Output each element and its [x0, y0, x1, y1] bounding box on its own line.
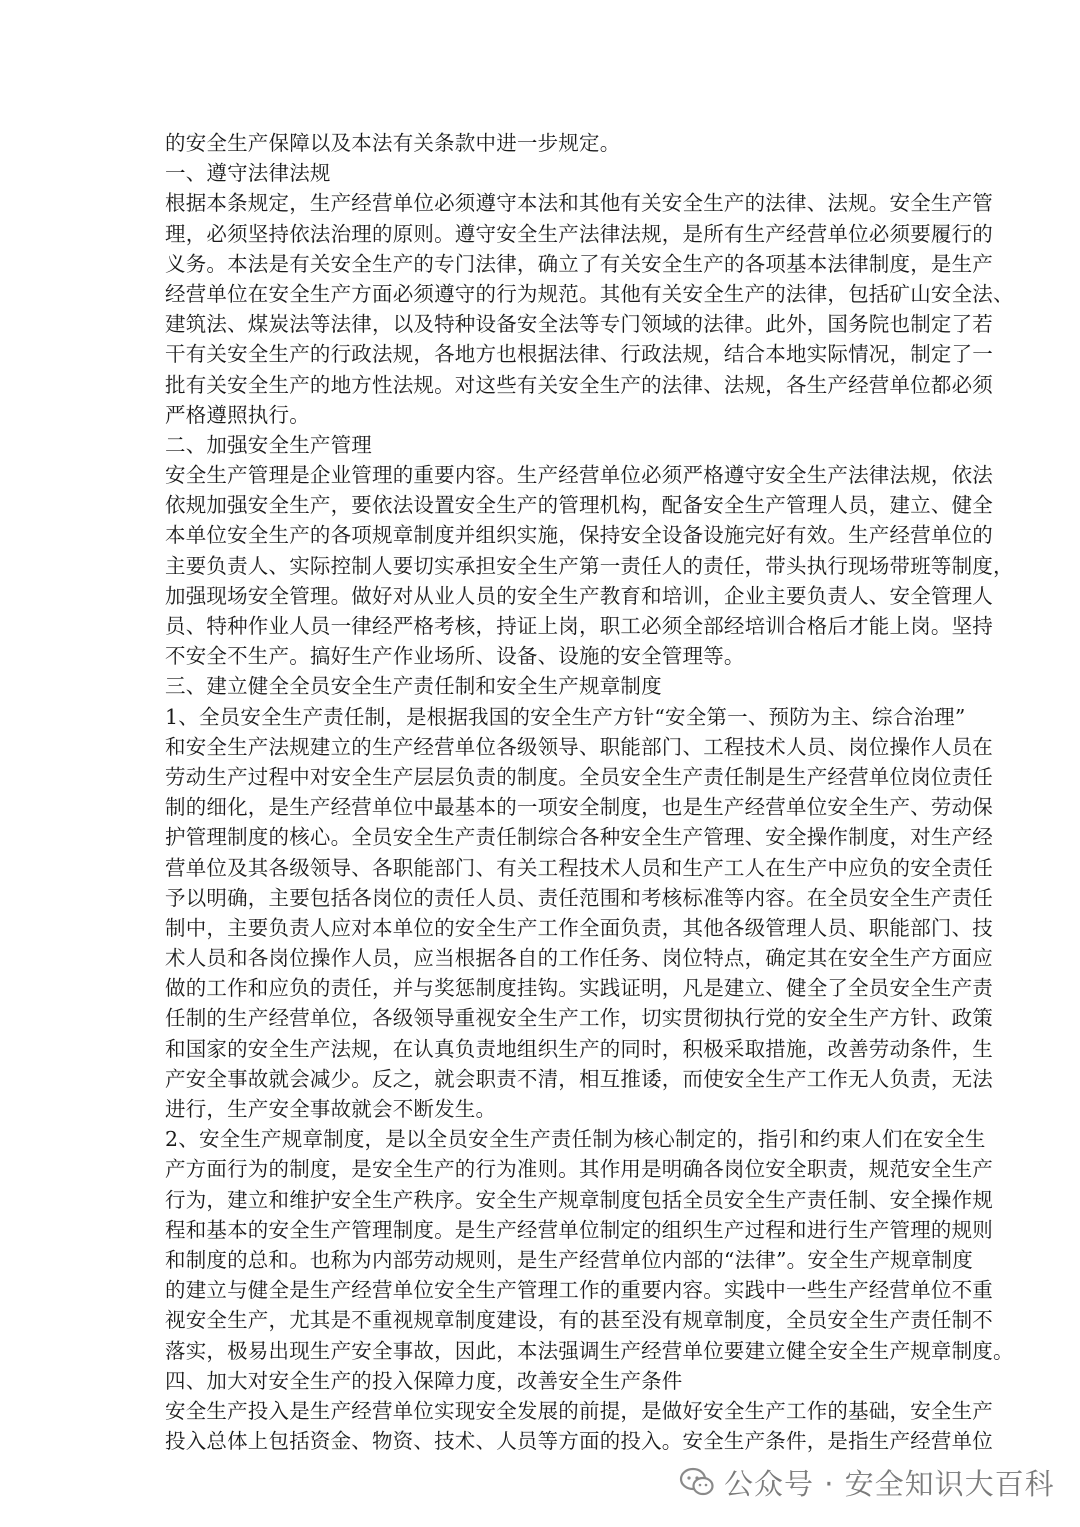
text-line: 程和基本的安全生产管理制度。是生产经营单位制定的组织生产过程和进行生产管理的规则	[165, 1217, 993, 1242]
text-line: 三、建立健全全员安全生产责任制和安全生产规章制度	[165, 674, 662, 699]
text-line: 不安全不生产。搞好生产作业场所、设备、设施的安全管理等。	[165, 644, 745, 669]
text-line: 营单位及其各级领导、各职能部门、有关工程技术人员和生产工人在生产中应负的安全责任	[165, 855, 993, 880]
text-line: 行为，建立和维护安全生产秩序。安全生产规章制度包括全员安全生产责任制、安全操作规	[165, 1187, 993, 1212]
document-body	[165, 128, 1014, 1456]
text-line: 一、遵守法律法规	[165, 161, 331, 186]
text-line: 主要负责人、实际控制人要切实承担安全生产第一责任人的责任，带头执行现场带班等制度，	[165, 553, 1014, 578]
text-line: 加强现场安全管理。做好对从业人员的安全生产教育和培训，企业主要负责人、安全管理人	[165, 583, 993, 608]
text-line: 四、加大对安全生产的投入保障力度，改善安全生产条件	[165, 1368, 683, 1393]
text-line: 制的细化，是生产经营单位中最基本的一项安全制度，也是生产经营单位安全生产、劳动保	[165, 795, 993, 820]
text-line: 做的工作和应负的责任，并与奖惩制度挂钩。实践证明，凡是建立、健全了全员安全生产责	[165, 976, 993, 1001]
text-line: 经营单位在安全生产方面必须遵守的行为规范。其他有关安全生产的法律，包括矿山安全法、	[165, 281, 1014, 306]
text-line: 理，必须坚持依法治理的原则。遵守安全生产法律法规，是所有生产经营单位必须要履行的	[165, 221, 993, 246]
watermark-text: 公众号 · 安全知识大百科	[724, 1466, 1055, 1501]
text-line: 和安全生产法规建立的生产经营单位各级领导、职能部门、工程技术人员、岗位操作人员在	[165, 734, 993, 759]
text-line: 的建立与健全是生产经营单位安全生产管理工作的重要内容。实践中一些生产经营单位不重	[165, 1278, 993, 1303]
text-line: 落实，极易出现生产安全事故，因此，本法强调生产经营单位要建立健全安全生产规章制度。	[165, 1338, 1014, 1363]
text-line: 干有关安全生产的行政法规，各地方也根据法律、行政法规，结合本地实际情况，制定了一	[165, 342, 993, 367]
text-line: 建筑法、煤炭法等法律，以及特种设备安全法等专门领域的法律。此外，国务院也制定了若	[165, 312, 993, 337]
text-line: 本单位安全生产的各项规章制度并组织实施，保持安全设备设施完好有效。生产经营单位的	[165, 523, 993, 548]
text-line: 安全生产管理是企业管理的重要内容。生产经营单位必须严格遵守安全生产法律法规，依法	[165, 463, 993, 488]
text-line: 义务。本法是有关安全生产的专门法律，确立了有关安全生产的各项基本法律制度，是生产	[165, 251, 993, 276]
text-line: 严格遵照执行。	[165, 402, 310, 427]
text-line: 2、安全生产规章制度，是以全员安全生产责任制为核心制定的，指引和约束人们在安全生	[165, 1127, 986, 1152]
wechat-icon	[680, 1467, 714, 1497]
text-line: 安全生产投入是生产经营单位实现安全发展的前提，是做好安全生产工作的基础，安全生产	[165, 1398, 993, 1423]
text-line: 依规加强安全生产，要依法设置安全生产的管理机构，配备安全生产管理人员，建立、健全	[165, 493, 993, 518]
text-line: 和制度的总和。也称为内部劳动规则，是生产经营单位内部的“法律”。安全生产规章制度	[165, 1247, 973, 1272]
text-line: 产方面行为的制度，是安全生产的行为准则。其作用是明确各岗位安全职责，规范安全生产	[165, 1157, 993, 1182]
text-line: 产安全事故就会减少。反之，就会职责不清，相互推诿，而使安全生产工作无人负责，无法	[165, 1066, 993, 1091]
text-line: 术人员和各岗位操作人员，应当根据各自的工作任务、岗位特点，确定其在安全生产方面应	[165, 946, 993, 971]
text-line: 的安全生产保障以及本法有关条款中进一步规定。	[165, 131, 621, 155]
text-line: 员、特种作业人员一律经严格考核，持证上岗，职工必须全部经培训合格后才能上岗。坚持	[165, 614, 993, 638]
text-line: 二、加强安全生产管理	[165, 432, 372, 457]
text-line: 劳动生产过程中对安全生产层层负责的制度。全员安全生产责任制是生产经营单位岗位责任	[165, 764, 993, 789]
watermark	[680, 1460, 1055, 1504]
text-line: 批有关安全生产的地方性法规。对这些有关安全生产的法律、法规，各生产经营单位都必须	[165, 372, 993, 397]
text-line: 1、全员安全生产责任制，是根据我国的安全生产方针“安全第一、预防为主、综合治理”	[165, 704, 966, 729]
text-line: 制中，主要负责人应对本单位的安全生产工作全面负责，其他各级管理人员、职能部门、技	[165, 915, 993, 940]
text-line: 根据本条规定，生产经营单位必须遵守本法和其他有关安全生产的法律、法规。安全生产管	[165, 191, 993, 216]
text-line: 进行，生产安全事故就会不断发生。	[165, 1097, 497, 1121]
text-line: 投入总体上包括资金、物资、技术、人员等方面的投入。安全生产条件，是指生产经营单位	[165, 1429, 993, 1454]
text-line: 予以明确，主要包括各岗位的责任人员、责任范围和考核标准等内容。在全员安全生产责任	[165, 885, 993, 910]
text-line: 视安全生产，尤其是不重视规章制度建设，有的甚至没有规章制度，全员安全生产责任制不	[165, 1308, 993, 1333]
text-line: 和国家的安全生产法规，在认真负责地组织生产的同时，积极采取措施，改善劳动条件，生	[165, 1036, 993, 1061]
text-line: 护管理制度的核心。全员安全生产责任制综合各种安全生产管理、安全操作制度，对生产经	[165, 825, 993, 850]
text-line: 任制的生产经营单位，各级领导重视安全生产工作，切实贯彻执行党的安全生产方针、政策	[165, 1006, 993, 1031]
